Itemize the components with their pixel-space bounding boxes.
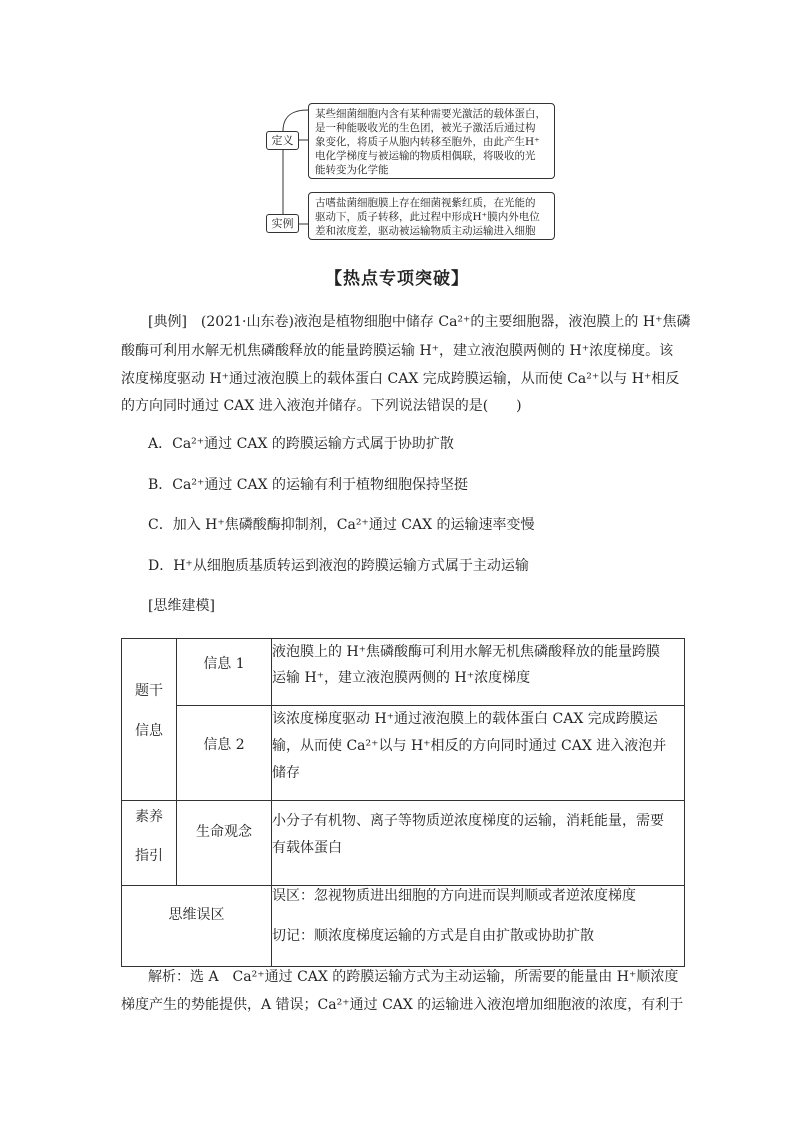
- literacy-label: 素养: [135, 809, 163, 825]
- question-line: 的方向同时通过 CAX 进入液泡并储存。下列说法错误的是( ): [121, 398, 522, 414]
- info2-cell: [177, 706, 272, 801]
- definition-tag: 定义: [266, 131, 299, 150]
- example-line: 差和浓度差，驱动被运输物质主动运输进入细胞: [315, 225, 536, 237]
- stem-info-cell: [122, 639, 177, 801]
- info1-line: 液泡膜上的 H⁺焦磷酸酶可利用水解无机焦磷酸释放的能量跨膜: [272, 644, 661, 660]
- definition-branch-curve: [283, 110, 308, 131]
- life-concept-line: 有载体蛋白: [272, 840, 342, 856]
- definition-box: [308, 103, 555, 179]
- info1-label: 信息 1: [203, 656, 245, 672]
- misconception-line: 切记：顺浓度梯度运输的方式是自由扩散或协助扩散: [272, 928, 594, 944]
- life-concept-content-cell: [272, 801, 685, 886]
- info1-content-cell: [272, 639, 685, 706]
- analysis-line: 梯度产生的势能提供，A 错误；Ca²⁺通过 CAX 的运输进入液泡增加细胞液的浓度，有利于: [121, 997, 684, 1013]
- option-d: D．H⁺从细胞质基质转运到液泡的跨膜运输方式属于主动运输: [148, 558, 529, 574]
- definition-line: 电化学梯度与被运输的物质相偶联，将吸收的光: [315, 150, 536, 162]
- example-line: 古嗜盐菌细胞膜上存在细菌视紫红质，在光能的: [315, 197, 536, 209]
- misconception-line: 误区：忽视物质进出细胞的方向进而误判顺或者逆浓度梯度: [272, 888, 636, 904]
- question-line: 酸酶可利用水解无机焦磷酸释放的能量跨膜运输 H⁺，建立液泡膜两侧的 H⁺浓度梯度。该: [121, 343, 674, 359]
- misconception-label: 思维误区: [168, 907, 225, 923]
- modeling-label: [思维建模]: [148, 598, 215, 614]
- info2-label: 信息 2: [203, 737, 245, 753]
- thinking-model-table: [121, 638, 685, 967]
- option-c: C．加入 H⁺焦磷酸酶抑制剂，Ca²⁺通过 CAX 的运输速率变慢: [148, 517, 535, 533]
- misconception-cell: [122, 886, 272, 967]
- analysis-line: 解析：选 A Ca²⁺通过 CAX 的跨膜运输方式为主动运输，所需要的能量由 H⁺顺浓度: [148, 969, 679, 985]
- info2-line: 该浓度梯度驱动 H⁺通过液泡膜上的载体蛋白 CAX 完成跨膜运: [272, 711, 658, 727]
- option-a: A．Ca²⁺通过 CAX 的跨膜运输方式属于协助扩散: [148, 436, 454, 452]
- example-tag: 实例: [266, 214, 299, 233]
- literacy-cell: [122, 801, 177, 886]
- stem-info-label: 题干: [135, 683, 163, 699]
- example-line: 驱动下，质子转移，此过程中形成H⁺膜内外电位: [315, 211, 540, 223]
- misconception-content-cell: [272, 886, 685, 967]
- info1-line: 运输 H⁺，建立液泡膜两侧的 H⁺浓度梯度: [272, 670, 531, 686]
- example-box: [308, 192, 555, 240]
- definition-line: 某些细菌细胞内含有某种需要光激活的载体蛋白，: [315, 108, 546, 120]
- question-line: 浓度梯度驱动 H⁺通过液泡膜上的载体蛋白 CAX 完成跨膜运输，从而使 Ca²⁺以与 H⁺相反: [121, 371, 680, 387]
- literacy-label: 指引: [135, 848, 163, 864]
- info1-cell: [177, 639, 272, 706]
- stem-info-label: 信息: [135, 723, 163, 739]
- info2-line: 储存: [272, 765, 300, 781]
- section-title: 【热点专项突破】: [325, 269, 469, 289]
- info2-content-cell: [272, 706, 685, 801]
- option-b: B．Ca²⁺通过 CAX 的运输有利于植物细胞保持坚挺: [148, 477, 469, 493]
- info2-line: 输，从而使 Ca²⁺以与 H⁺相反的方向同时通过 CAX 进入液泡并: [272, 738, 667, 754]
- question-line: [典例] (2021·山东卷)液泡是植物细胞中储存 Ca²⁺的主要细胞器，液泡膜上的 H⁺焦磷: [148, 314, 691, 330]
- life-concept-label: 生命观念: [196, 824, 252, 840]
- definition-line: 能转变为化学能: [315, 164, 389, 176]
- life-concept-line: 小分子有机物、离子等物质逆浓度梯度的运输，消耗能量，需要: [272, 813, 664, 829]
- definition-line: 是一种能吸收光的生色团，被光子激活后通过构: [315, 122, 536, 134]
- definition-line: 象变化，将质子从胞内转移至胞外，由此产生H⁺: [315, 136, 540, 148]
- life-concept-cell: [177, 801, 272, 886]
